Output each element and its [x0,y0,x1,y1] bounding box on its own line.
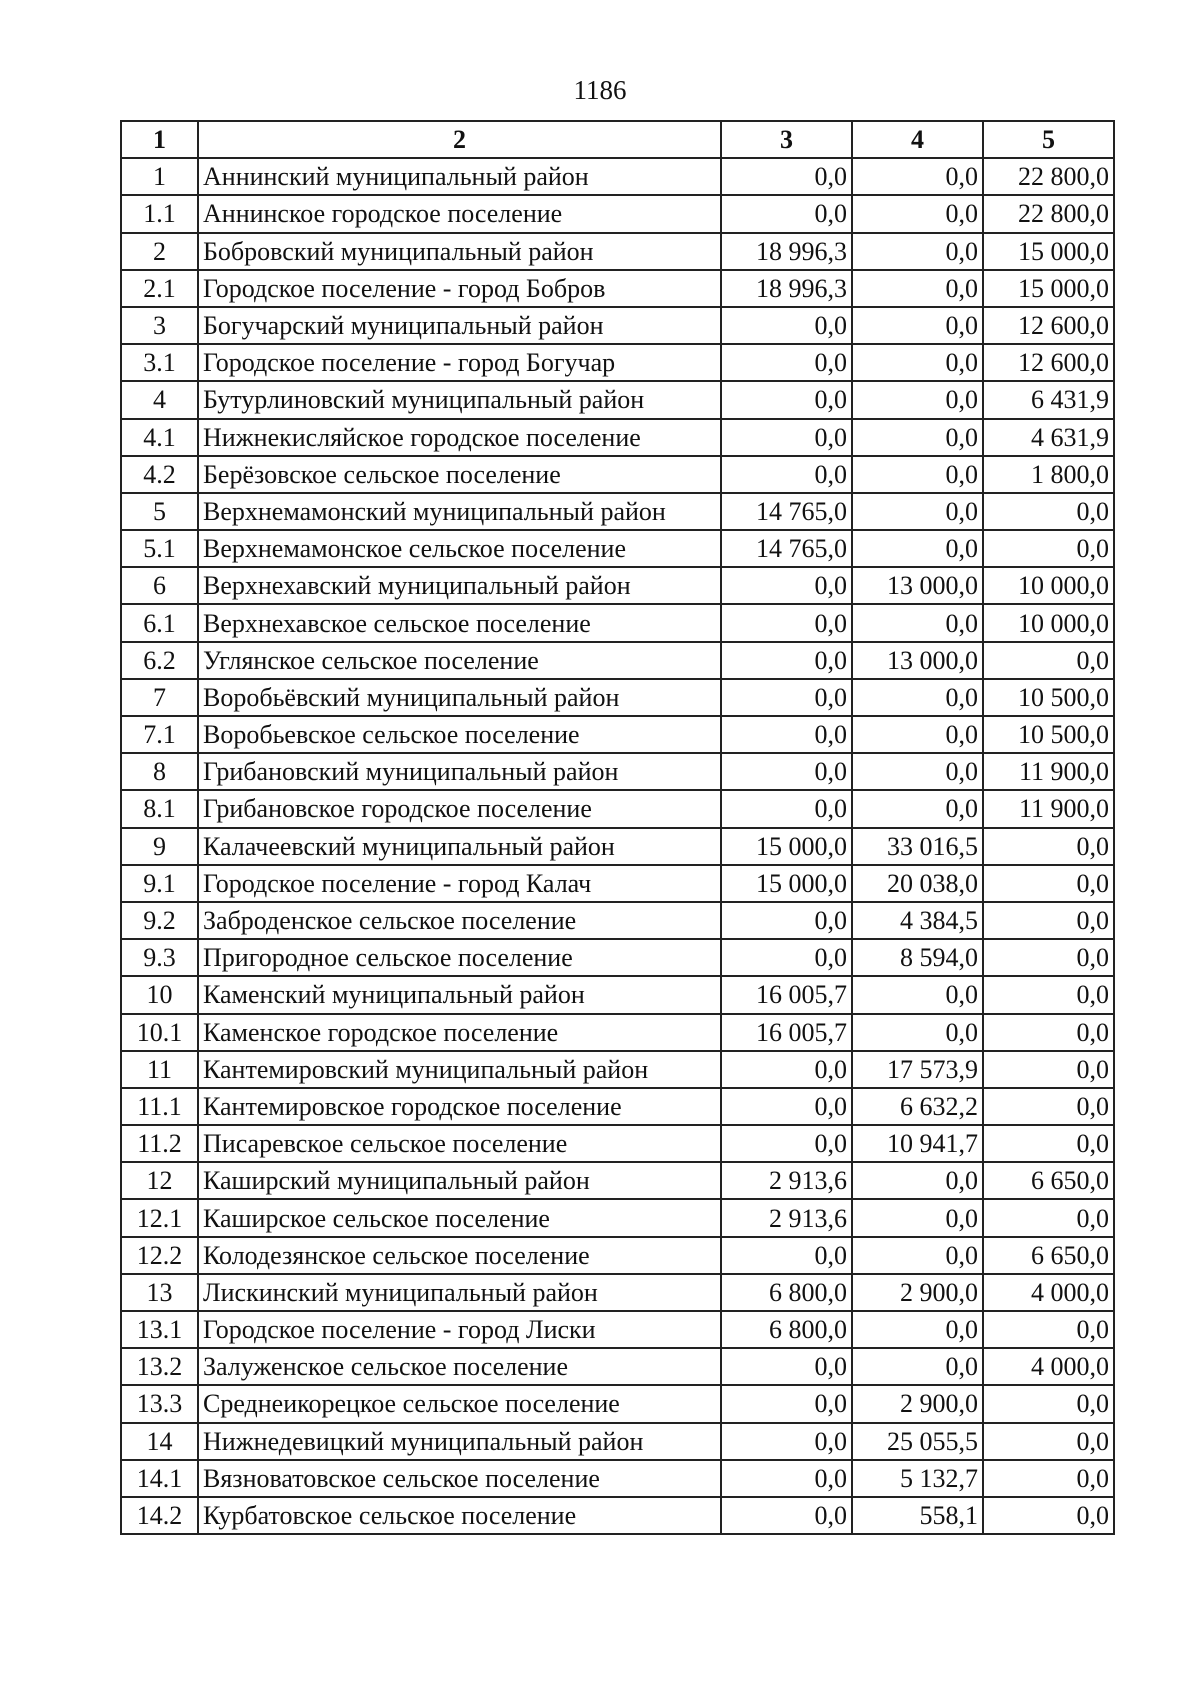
territory-name-cell: Бобровский муниципальный район [198,233,721,270]
value-col-3-cell: 0,0 [721,1088,852,1125]
row-number-cell: 8.1 [121,790,198,827]
value-col-4-cell: 0,0 [852,753,983,790]
territory-name-cell: Городское поселение - город Бобров [198,270,721,307]
value-col-5-cell: 0,0 [983,642,1114,679]
territory-name-cell: Кантемировское городское поселение [198,1088,721,1125]
value-col-3-cell: 16 005,7 [721,976,852,1013]
value-col-3-cell: 2 913,6 [721,1199,852,1236]
value-col-4-cell: 0,0 [852,1237,983,1274]
value-col-3-cell: 14 765,0 [721,493,852,530]
table-row [121,828,1114,865]
territory-name-cell: Аннинское городское поселение [198,195,721,232]
table-row [121,1274,1114,1311]
value-col-3-cell: 0,0 [721,344,852,381]
value-col-4-cell: 0,0 [852,790,983,827]
value-col-4-cell: 13 000,0 [852,567,983,604]
row-number-cell: 4.1 [121,419,198,456]
value-col-4-cell: 0,0 [852,307,983,344]
value-col-3-cell: 2 913,6 [721,1162,852,1199]
table-body [121,158,1114,1534]
value-col-5-cell: 12 600,0 [983,344,1114,381]
table-row [121,753,1114,790]
value-col-4-cell: 0,0 [852,344,983,381]
value-col-4-cell: 4 384,5 [852,902,983,939]
value-col-5-cell: 11 900,0 [983,753,1114,790]
header-col-3: 3 [721,121,852,158]
row-number-cell: 13 [121,1274,198,1311]
value-col-4-cell: 6 632,2 [852,1088,983,1125]
value-col-4-cell: 2 900,0 [852,1385,983,1422]
value-col-5-cell: 0,0 [983,865,1114,902]
value-col-5-cell: 0,0 [983,1014,1114,1051]
territory-name-cell: Городское поселение - город Богучар [198,344,721,381]
row-number-cell: 10.1 [121,1014,198,1051]
value-col-4-cell: 20 038,0 [852,865,983,902]
value-col-3-cell: 14 765,0 [721,530,852,567]
value-col-5-cell: 0,0 [983,1051,1114,1088]
value-col-4-cell: 0,0 [852,716,983,753]
row-number-cell: 11.1 [121,1088,198,1125]
table-row [121,233,1114,270]
value-col-5-cell: 0,0 [983,530,1114,567]
value-col-5-cell: 10 500,0 [983,716,1114,753]
value-col-3-cell: 0,0 [721,1460,852,1497]
territory-name-cell: Каширский муниципальный район [198,1162,721,1199]
territory-name-cell: Колодезянское сельское поселение [198,1237,721,1274]
page-number: 1186 [573,75,627,105]
table-row [121,1125,1114,1162]
value-col-5-cell: 1 800,0 [983,456,1114,493]
value-col-3-cell: 0,0 [721,567,852,604]
value-col-4-cell: 0,0 [852,419,983,456]
value-col-5-cell: 0,0 [983,1199,1114,1236]
value-col-5-cell: 22 800,0 [983,195,1114,232]
row-number-cell: 7 [121,679,198,716]
value-col-3-cell: 0,0 [721,642,852,679]
table-row [121,604,1114,641]
table-row [121,567,1114,604]
value-col-3-cell: 0,0 [721,753,852,790]
row-number-cell: 13.3 [121,1385,198,1422]
value-col-5-cell: 0,0 [983,1423,1114,1460]
table-row [121,1311,1114,1348]
territory-name-cell: Воробьёвский муниципальный район [198,679,721,716]
value-col-4-cell: 2 900,0 [852,1274,983,1311]
row-number-cell: 13.2 [121,1348,198,1385]
row-number-cell: 14.2 [121,1497,198,1534]
row-number-cell: 11 [121,1051,198,1088]
allocation-table [120,120,1115,1535]
value-col-3-cell: 15 000,0 [721,828,852,865]
row-number-cell: 1 [121,158,198,195]
value-col-3-cell: 6 800,0 [721,1274,852,1311]
table-row [121,1199,1114,1236]
value-col-5-cell: 0,0 [983,976,1114,1013]
table-row [121,1497,1114,1534]
row-number-cell: 9.1 [121,865,198,902]
value-col-5-cell: 10 000,0 [983,604,1114,641]
row-number-cell: 13.1 [121,1311,198,1348]
value-col-4-cell: 0,0 [852,679,983,716]
header-col-5: 5 [983,121,1114,158]
value-col-5-cell: 6 650,0 [983,1237,1114,1274]
row-number-cell: 9.3 [121,939,198,976]
table-row [121,1237,1114,1274]
territory-name-cell: Воробьевское сельское поселение [198,716,721,753]
table-row [121,195,1114,232]
table-row [121,1348,1114,1385]
table-row [121,419,1114,456]
row-number-cell: 4.2 [121,456,198,493]
value-col-4-cell: 558,1 [852,1497,983,1534]
value-col-3-cell: 0,0 [721,1051,852,1088]
value-col-5-cell: 6 431,9 [983,381,1114,418]
value-col-4-cell: 10 941,7 [852,1125,983,1162]
value-col-3-cell: 18 996,3 [721,270,852,307]
table-row [121,716,1114,753]
table-row [121,679,1114,716]
territory-name-cell: Пригородное сельское поселение [198,939,721,976]
value-col-5-cell: 4 631,9 [983,419,1114,456]
value-col-3-cell: 0,0 [721,1237,852,1274]
value-col-4-cell: 0,0 [852,1199,983,1236]
row-number-cell: 8 [121,753,198,790]
value-col-5-cell: 0,0 [983,939,1114,976]
value-col-3-cell: 0,0 [721,1385,852,1422]
value-col-3-cell: 0,0 [721,939,852,976]
table-row [121,381,1114,418]
value-col-4-cell: 0,0 [852,270,983,307]
header-col-2: 2 [198,121,721,158]
territory-name-cell: Курбатовское сельское поселение [198,1497,721,1534]
table-row [121,344,1114,381]
value-col-3-cell: 0,0 [721,419,852,456]
value-col-4-cell: 5 132,7 [852,1460,983,1497]
value-col-3-cell: 0,0 [721,1125,852,1162]
row-number-cell: 2.1 [121,270,198,307]
territory-name-cell: Каширское сельское поселение [198,1199,721,1236]
value-col-5-cell: 15 000,0 [983,270,1114,307]
header-col-4: 4 [852,121,983,158]
table-row [121,642,1114,679]
row-number-cell: 5.1 [121,530,198,567]
value-col-4-cell: 25 055,5 [852,1423,983,1460]
value-col-5-cell: 0,0 [983,828,1114,865]
value-col-3-cell: 0,0 [721,604,852,641]
row-number-cell: 5 [121,493,198,530]
header-row [121,121,1114,158]
value-col-5-cell: 10 000,0 [983,567,1114,604]
value-col-3-cell: 0,0 [721,381,852,418]
table-row [121,1162,1114,1199]
table-row [121,270,1114,307]
value-col-4-cell: 17 573,9 [852,1051,983,1088]
row-number-cell: 4 [121,381,198,418]
territory-name-cell: Калачеевский муниципальный район [198,828,721,865]
table-row [121,530,1114,567]
territory-name-cell: Верхнемамонское сельское поселение [198,530,721,567]
value-col-5-cell: 15 000,0 [983,233,1114,270]
territory-name-cell: Каменский муниципальный район [198,976,721,1013]
value-col-3-cell: 0,0 [721,1348,852,1385]
value-col-5-cell: 4 000,0 [983,1348,1114,1385]
row-number-cell: 10 [121,976,198,1013]
territory-name-cell: Верхнехавское сельское поселение [198,604,721,641]
value-col-4-cell: 0,0 [852,493,983,530]
row-number-cell: 3 [121,307,198,344]
territory-name-cell: Кантемировский муниципальный район [198,1051,721,1088]
value-col-4-cell: 13 000,0 [852,642,983,679]
value-col-5-cell: 0,0 [983,1385,1114,1422]
row-number-cell: 6.1 [121,604,198,641]
value-col-4-cell: 0,0 [852,195,983,232]
value-col-5-cell: 12 600,0 [983,307,1114,344]
value-col-5-cell: 0,0 [983,1497,1114,1534]
territory-name-cell: Верхнемамонский муниципальный район [198,493,721,530]
value-col-5-cell: 6 650,0 [983,1162,1114,1199]
table-row [121,1423,1114,1460]
territory-name-cell: Бутурлиновский муниципальный район [198,381,721,418]
value-col-3-cell: 0,0 [721,158,852,195]
value-col-4-cell: 0,0 [852,233,983,270]
table-row [121,902,1114,939]
value-col-3-cell: 0,0 [721,307,852,344]
value-col-4-cell: 33 016,5 [852,828,983,865]
value-col-5-cell: 22 800,0 [983,158,1114,195]
row-number-cell: 14 [121,1423,198,1460]
value-col-3-cell: 18 996,3 [721,233,852,270]
value-col-4-cell: 0,0 [852,1311,983,1348]
row-number-cell: 9 [121,828,198,865]
value-col-3-cell: 15 000,0 [721,865,852,902]
value-col-3-cell: 16 005,7 [721,1014,852,1051]
header-col-1: 1 [121,121,198,158]
value-col-3-cell: 0,0 [721,195,852,232]
value-col-5-cell: 0,0 [983,1460,1114,1497]
value-col-4-cell: 0,0 [852,1348,983,1385]
value-col-4-cell: 0,0 [852,456,983,493]
row-number-cell: 1.1 [121,195,198,232]
value-col-3-cell: 0,0 [721,679,852,716]
value-col-5-cell: 11 900,0 [983,790,1114,827]
value-col-4-cell: 8 594,0 [852,939,983,976]
table-row [121,307,1114,344]
territory-name-cell: Нижнекисляйское городское поселение [198,419,721,456]
territory-name-cell: Залуженское сельское поселение [198,1348,721,1385]
territory-name-cell: Вязноватовское сельское поселение [198,1460,721,1497]
value-col-3-cell: 0,0 [721,716,852,753]
table-row [121,1460,1114,1497]
value-col-3-cell: 6 800,0 [721,1311,852,1348]
territory-name-cell: Среднеикорецкое сельское поселение [198,1385,721,1422]
table-row [121,456,1114,493]
value-col-4-cell: 0,0 [852,1162,983,1199]
value-col-5-cell: 0,0 [983,1125,1114,1162]
territory-name-cell: Грибановский муниципальный район [198,753,721,790]
value-col-3-cell: 0,0 [721,790,852,827]
territory-name-cell: Углянское сельское поселение [198,642,721,679]
row-number-cell: 2 [121,233,198,270]
territory-name-cell: Берёзовское сельское поселение [198,456,721,493]
value-col-3-cell: 0,0 [721,902,852,939]
value-col-5-cell: 0,0 [983,493,1114,530]
table-row [121,1385,1114,1422]
table-row [121,1088,1114,1125]
value-col-4-cell: 0,0 [852,604,983,641]
table-row [121,1014,1114,1051]
territory-name-cell: Аннинский муниципальный район [198,158,721,195]
row-number-cell: 7.1 [121,716,198,753]
value-col-3-cell: 0,0 [721,1423,852,1460]
value-col-5-cell: 4 000,0 [983,1274,1114,1311]
value-col-5-cell: 0,0 [983,1088,1114,1125]
value-col-4-cell: 0,0 [852,530,983,567]
row-number-cell: 12.1 [121,1199,198,1236]
territory-name-cell: Городское поселение - город Лиски [198,1311,721,1348]
value-col-5-cell: 0,0 [983,902,1114,939]
value-col-4-cell: 0,0 [852,976,983,1013]
row-number-cell: 3.1 [121,344,198,381]
table-row [121,1051,1114,1088]
territory-name-cell: Богучарский муниципальный район [198,307,721,344]
value-col-5-cell: 0,0 [983,1311,1114,1348]
territory-name-cell: Нижнедевицкий муниципальный район [198,1423,721,1460]
table-row [121,790,1114,827]
territory-name-cell: Каменское городское поселение [198,1014,721,1051]
table-row [121,493,1114,530]
table-row [121,158,1114,195]
row-number-cell: 9.2 [121,902,198,939]
territory-name-cell: Верхнехавский муниципальный район [198,567,721,604]
table-row [121,976,1114,1013]
value-col-4-cell: 0,0 [852,1014,983,1051]
territory-name-cell: Заброденское сельское поселение [198,902,721,939]
row-number-cell: 11.2 [121,1125,198,1162]
value-col-5-cell: 10 500,0 [983,679,1114,716]
table-row [121,939,1114,976]
value-col-3-cell: 0,0 [721,1497,852,1534]
row-number-cell: 6.2 [121,642,198,679]
row-number-cell: 12.2 [121,1237,198,1274]
value-col-3-cell: 0,0 [721,456,852,493]
table-row [121,865,1114,902]
territory-name-cell: Грибановское городское поселение [198,790,721,827]
value-col-4-cell: 0,0 [852,158,983,195]
row-number-cell: 6 [121,567,198,604]
row-number-cell: 14.1 [121,1460,198,1497]
row-number-cell: 12 [121,1162,198,1199]
territory-name-cell: Писаревское сельское поселение [198,1125,721,1162]
territory-name-cell: Городское поселение - город Калач [198,865,721,902]
territory-name-cell: Лискинский муниципальный район [198,1274,721,1311]
value-col-4-cell: 0,0 [852,381,983,418]
